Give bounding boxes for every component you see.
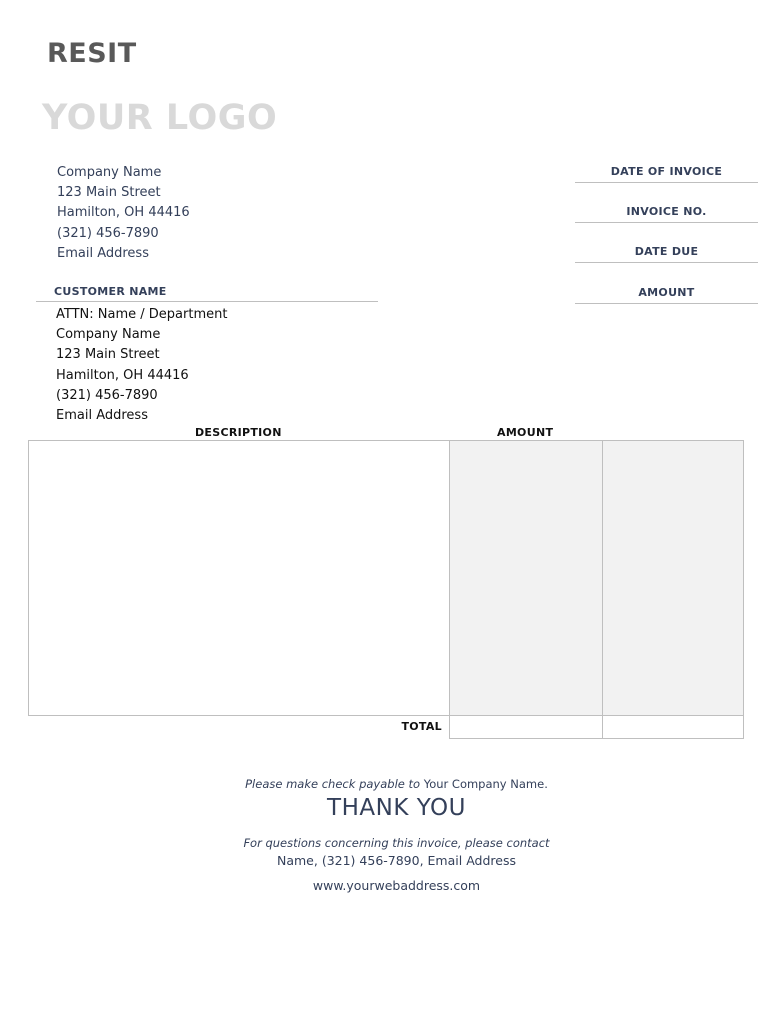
customer-email: Email Address — [56, 408, 148, 424]
company-street: 123 Main Street — [57, 185, 161, 201]
customer-street: 123 Main Street — [56, 347, 160, 363]
customer-name-label: CUSTOMER NAME — [36, 285, 378, 302]
customer-attn: ATTN: Name / Department — [56, 307, 228, 322]
invoice-number-label: INVOICE NO. — [575, 205, 758, 223]
company-city: Hamilton, OH 44416 — [57, 205, 190, 221]
customer-company: Company Name — [56, 327, 161, 343]
extra-column — [602, 440, 744, 716]
date-due-label: DATE DUE — [575, 245, 758, 263]
amount-label: AMOUNT — [575, 286, 758, 304]
total-label: TOTAL — [401, 720, 442, 733]
payable-company: Your Company Name. — [423, 777, 548, 791]
logo-placeholder: YOUR LOGO — [42, 98, 278, 138]
website-link[interactable]: www.yourwebaddress.com — [312, 878, 481, 893]
customer-phone: (321) 456-7890 — [56, 387, 158, 403]
amount-column — [449, 440, 603, 716]
document-title: RESIT — [47, 38, 137, 69]
questions-note: For questions concerning this invoice, please contact — [243, 836, 550, 850]
payable-prefix: Please make check payable to — [245, 777, 421, 791]
payable-note — [0, 777, 768, 791]
total-extra-cell — [602, 715, 744, 739]
total-cell — [449, 715, 603, 739]
company-email: Email Address — [57, 245, 149, 261]
description-column-header: DESCRIPTION — [195, 426, 282, 439]
company-name: Company Name — [57, 165, 162, 180]
contact-line: Name, (321) 456-7890, Email Address — [277, 853, 516, 868]
thank-you-heading: THANK YOU — [327, 795, 466, 821]
date-of-invoice-label: DATE OF INVOICE — [575, 165, 758, 183]
amount-column-header: AMOUNT — [497, 426, 554, 439]
company-phone: (321) 456-7890 — [57, 225, 159, 241]
company-address-block — [57, 163, 190, 264]
customer-address-block — [56, 305, 227, 426]
customer-city: Hamilton, OH 44416 — [56, 367, 189, 383]
